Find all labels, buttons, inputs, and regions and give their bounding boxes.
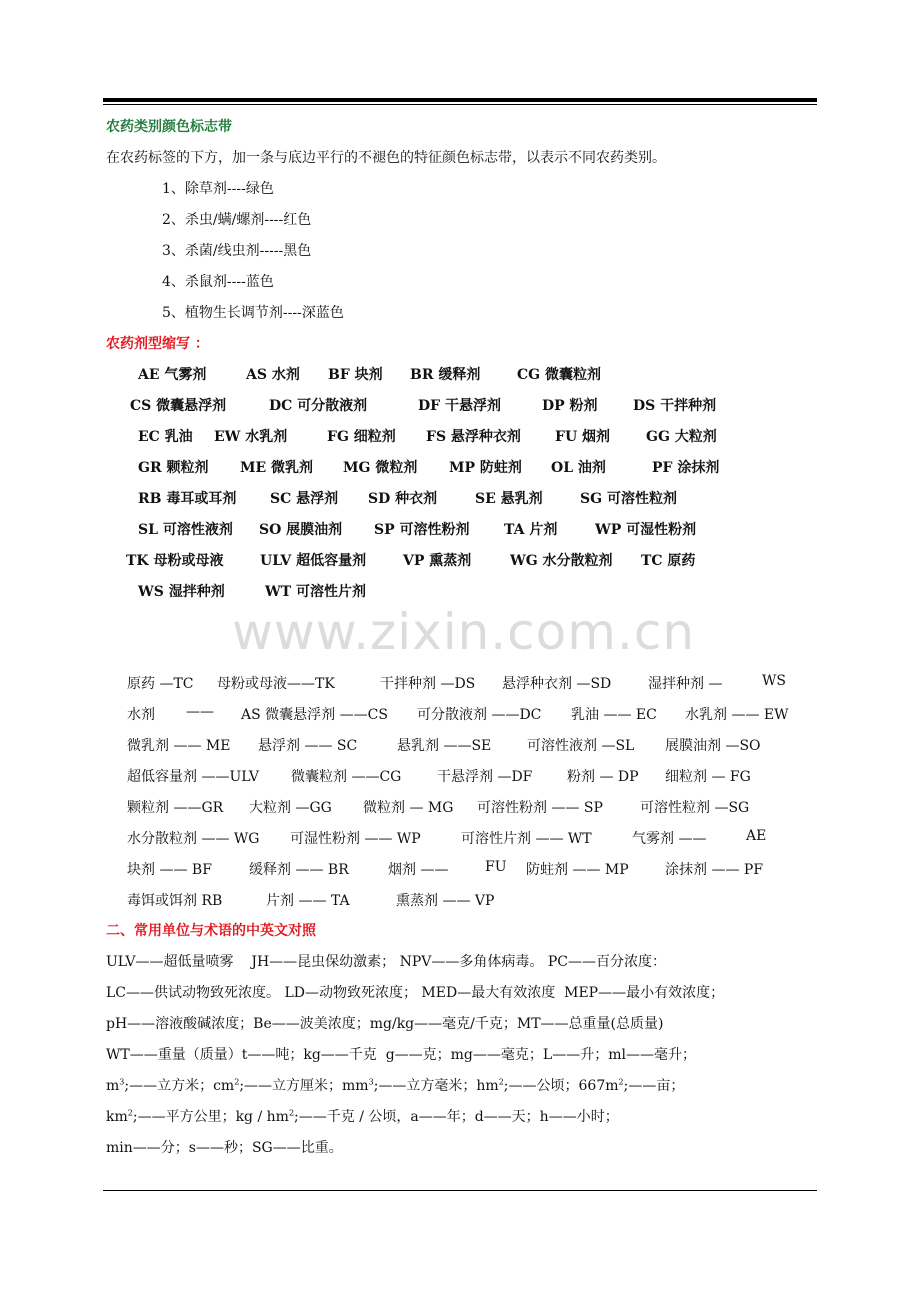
reverse-item: 块剂 —— BF	[127, 862, 212, 878]
abbr-item: CG 微囊粒剂	[517, 367, 601, 383]
abbr-item: SL 可溶性液剂	[138, 522, 233, 538]
abbr-item: WS 湿拌种剂	[138, 584, 225, 600]
abbr-item: SO 展膜油剂	[259, 522, 343, 538]
list-item: 1、除草剂----绿色	[162, 181, 274, 197]
reverse-item: 烟剂 ——	[388, 862, 449, 878]
reverse-item: 水剂	[127, 707, 155, 723]
reverse-item: 熏蒸剂 —— VP	[396, 893, 495, 909]
section-color-band-title: 农药类别颜色标志带	[106, 119, 232, 135]
abbr-item: MG 微粒剂	[343, 460, 418, 476]
abbr-item: WP 可湿性粉剂	[595, 522, 697, 538]
reverse-item: 颗粒剂 ——GR	[127, 800, 224, 816]
abbr-item: OL 油剂	[551, 460, 606, 476]
reverse-item: AE	[746, 828, 767, 844]
reverse-item: 缓释剂 —— BR	[249, 862, 349, 878]
reverse-item: 水分散粒剂 —— WG	[127, 831, 260, 847]
terms-line: min——分；s——秒；SG——比重。	[106, 1140, 343, 1156]
reverse-item: 粉剂 — DP	[567, 769, 639, 785]
reverse-item: 乳油 —— EC	[571, 707, 657, 723]
abbr-item: ME 微乳剂	[240, 460, 314, 476]
abbr-item: EC 乳油	[138, 429, 193, 445]
reverse-item: 悬乳剂 ——SE	[397, 738, 492, 754]
abbr-item: WG 水分散粒剂	[510, 553, 613, 569]
reverse-item: 湿拌种剂 —	[648, 676, 723, 692]
terms-line: LC——供试动物致死浓度。 LD—动物致死浓度； MED—最大有效浓度 MEP——最小有效浓度；	[106, 985, 725, 1001]
abbr-item: EW 水乳剂	[214, 429, 288, 445]
terms-line: $m^3;——$立方米；$cm^2;——$立方厘米；$mm^3;——$立方毫米；$hm^2;——$公顷；$667m^2;——$亩；	[106, 1077, 685, 1094]
list-item: 3、杀菌/线虫剂-----黑色	[162, 243, 312, 259]
abbr-item: ULV 超低容量剂	[260, 553, 367, 569]
reverse-item: 微乳剂 —— ME	[127, 738, 231, 754]
top-rule-thick	[103, 98, 817, 102]
reverse-item: 气雾剂 ——	[632, 831, 707, 847]
reverse-item: 毒饵或饵剂 RB	[127, 893, 223, 909]
abbr-item: BF 块剂	[328, 367, 383, 383]
abbr-item: BR 缓释剂	[410, 367, 481, 383]
reverse-item: AS 微囊悬浮剂 ——CS	[241, 707, 388, 723]
reverse-item: ——	[186, 704, 214, 720]
abbr-item: DC 可分散液剂	[269, 398, 368, 414]
reverse-item: 干拌种剂 —DS	[380, 676, 476, 692]
section-formulation-abbr-title: 农药剂型缩写 ：	[106, 336, 209, 352]
terms-line: WT——重量（质量）t——吨；kg——千克 g——克；mg——毫克；L——升；ml——毫升；	[106, 1047, 696, 1063]
abbr-item: PF 涂抹剂	[652, 460, 720, 476]
reverse-item: 微粒剂 — MG	[363, 800, 454, 816]
abbr-item: DF 干悬浮剂	[418, 398, 501, 414]
reverse-item: 干悬浮剂 —DF	[437, 769, 533, 785]
reverse-item: 原药 —TC	[127, 676, 194, 692]
reverse-item: 悬浮种衣剂 —SD	[502, 676, 612, 692]
list-item: 2、杀虫/螨/螺剂----红色	[162, 212, 312, 228]
reverse-item: 母粉或母液——TK	[217, 676, 335, 692]
reverse-item: 可湿性粉剂 —— WP	[290, 831, 421, 847]
reverse-item: 水乳剂 —— EW	[685, 707, 789, 723]
abbr-item: RB 毒耳或耳剂	[138, 491, 237, 507]
abbr-item: FG 细粒剂	[327, 429, 396, 445]
reverse-item: 细粒剂 — FG	[665, 769, 751, 785]
abbr-item: FS 悬浮种衣剂	[426, 429, 521, 445]
reverse-item: 可溶性液剂 —SL	[527, 738, 635, 754]
reverse-item: 大粒剂 —GG	[249, 800, 332, 816]
watermark: www.zixin.com.cn	[232, 603, 696, 661]
reverse-item: 片剂 —— TA	[266, 893, 350, 909]
section-units-terms-title: 二、常用单位与术语的中英文对照	[106, 923, 316, 939]
list-item: 4、杀鼠剂----蓝色	[162, 274, 274, 290]
abbr-item: SC 悬浮剂	[270, 491, 339, 507]
reverse-item: 可溶性粉剂 —— SP	[477, 800, 603, 816]
reverse-item: 可分散液剂 ——DC	[417, 707, 542, 723]
abbr-item: TA 片剂	[504, 522, 558, 538]
reverse-item: 涂抹剂 —— PF	[665, 862, 764, 878]
abbr-item: CS 微囊悬浮剂	[130, 398, 227, 414]
terms-line: pH——溶液酸碱浓度；Be——波美浓度；mg/kg——毫克/千克；MT——总重量(总质量)	[106, 1016, 664, 1032]
abbr-item: GR 颗粒剂	[138, 460, 209, 476]
abbr-item: MP 防蛀剂	[449, 460, 522, 476]
terms-line: ULV——超低量喷雾 JH——昆虫保幼激素； NPV——多角体病毒。 PC——百分浓度：	[106, 954, 666, 970]
abbr-item: SD 种衣剂	[368, 491, 438, 507]
abbr-item: WT 可溶性片剂	[265, 584, 367, 600]
terms-line: $km^2;——$平方公里；kg / $hm^2;——$千克 / 公顷，a——年；d——天；h——小时；	[106, 1108, 619, 1125]
reverse-item: 可溶性粒剂 —SG	[640, 800, 750, 816]
top-rule-thin	[103, 104, 817, 105]
abbr-item: SP 可溶性粉剂	[374, 522, 470, 538]
abbr-item: VP 熏蒸剂	[403, 553, 472, 569]
reverse-item: FU	[485, 859, 507, 875]
reverse-item: 展膜油剂 —SO	[665, 738, 761, 754]
abbr-item: AS 水剂	[246, 367, 300, 383]
abbr-item: TK 母粉或母液	[126, 553, 224, 569]
reverse-item: 可溶性片剂 —— WT	[461, 831, 592, 847]
abbr-item: GG 大粒剂	[646, 429, 717, 445]
reverse-item: 微囊粒剂 ——CG	[291, 769, 402, 785]
abbr-item: SE 悬乳剂	[475, 491, 543, 507]
abbr-item: TC 原药	[641, 553, 696, 569]
abbr-item: SG 可溶性粒剂	[580, 491, 677, 507]
reverse-item: 防蛀剂 —— MP	[526, 862, 629, 878]
abbr-item: FU 烟剂	[555, 429, 611, 445]
list-item: 5、植物生长调节剂----深蓝色	[162, 305, 344, 321]
abbr-item: AE 气雾剂	[138, 367, 207, 383]
bottom-rule	[103, 1190, 817, 1191]
abbr-item: DP 粉剂	[542, 398, 598, 414]
reverse-item: WS	[762, 673, 786, 689]
reverse-item: 超低容量剂 ——ULV	[127, 769, 259, 785]
section-color-band-intro: 在农药标签的下方，加一条与底边平行的不褪色的特征颜色标志带，以表示不同农药类别。	[106, 150, 666, 166]
abbr-item: DS 干拌种剂	[633, 398, 717, 414]
reverse-item: 悬浮剂 —— SC	[258, 738, 358, 754]
